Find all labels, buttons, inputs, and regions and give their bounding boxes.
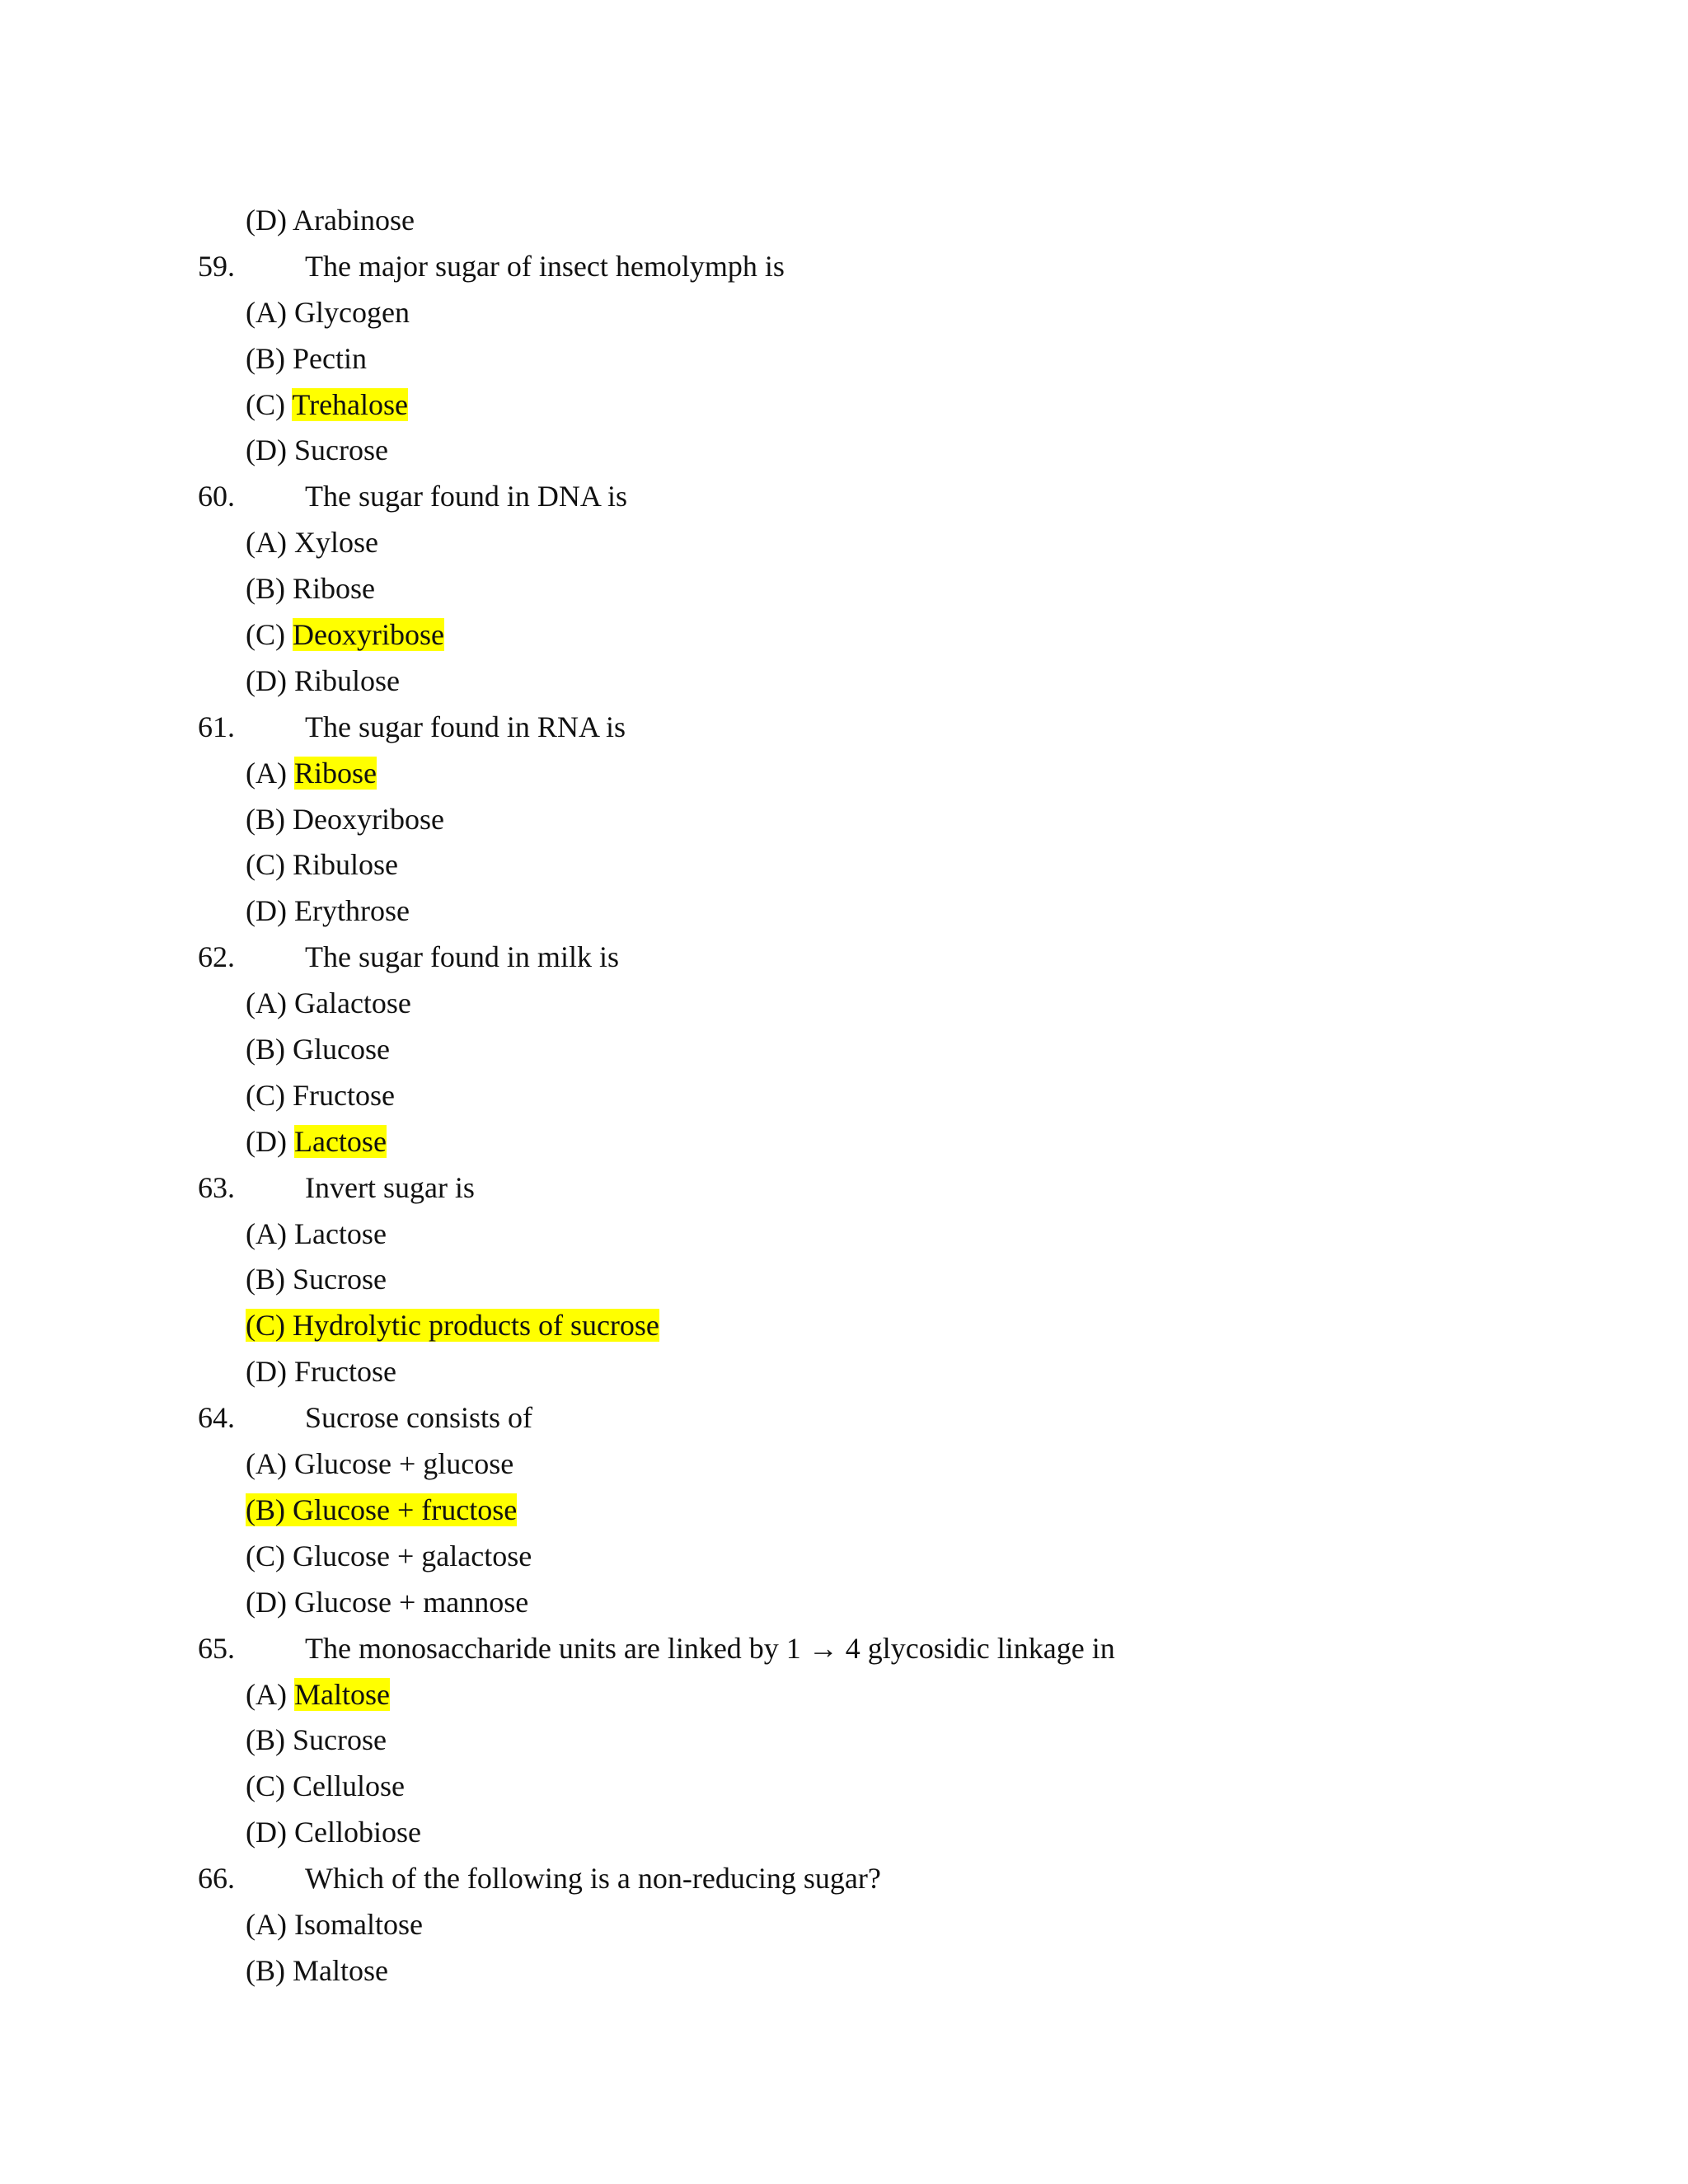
option-line — [0, 428, 1688, 474]
option — [246, 336, 367, 382]
question-list — [0, 198, 1688, 1994]
option — [246, 290, 410, 336]
option-text: Fructose — [293, 1078, 395, 1112]
option — [246, 1349, 396, 1395]
option-text: Deoxyribose — [293, 618, 444, 652]
option-text: Glucose + fructose — [293, 1493, 518, 1526]
option-label: (A) — [246, 1677, 287, 1711]
question-number: 65. — [198, 1631, 235, 1665]
option-label: (D) — [246, 1355, 287, 1389]
option-label: (B) — [246, 572, 285, 606]
option-label: (C) — [246, 1769, 285, 1803]
option-label: (B) — [246, 1493, 285, 1526]
option — [246, 1534, 532, 1580]
question-number: 63. — [198, 1170, 235, 1204]
option-text: Glucose + galactose — [293, 1539, 532, 1572]
highlighted-answer-option — [246, 382, 408, 429]
question-text: Invert sugar is — [305, 1170, 475, 1204]
option-line — [0, 382, 1688, 429]
option — [246, 198, 415, 244]
option-label: (D) — [246, 663, 287, 697]
option-text: Maltose — [293, 1953, 388, 1987]
option-line — [0, 1488, 1688, 1534]
question-text: The sugar found in milk is — [305, 940, 619, 974]
option-line — [0, 566, 1688, 612]
option — [246, 1073, 395, 1119]
option — [246, 797, 444, 843]
question-text: The sugar found in RNA is — [305, 710, 626, 743]
option-text: Glucose + mannose — [293, 1585, 529, 1619]
question-line — [0, 1165, 1688, 1212]
option-text: Trehalose — [292, 387, 409, 421]
option-line — [0, 1764, 1688, 1810]
question-line — [0, 244, 1688, 290]
question-line — [0, 474, 1688, 520]
option-line — [0, 198, 1688, 244]
question-line — [0, 1626, 1688, 1672]
option — [246, 566, 375, 612]
option-label: (C) — [246, 1539, 285, 1572]
option — [246, 428, 388, 474]
option-label: (C) — [246, 848, 285, 882]
option-line — [0, 1718, 1688, 1764]
option-text: Glucose + glucose — [293, 1447, 514, 1481]
option-text: Glycogen — [293, 295, 410, 329]
option-text: Lactose — [293, 1216, 387, 1250]
option-text: Glucose — [293, 1033, 390, 1066]
option-text: Lactose — [293, 1124, 387, 1158]
option-line — [0, 981, 1688, 1027]
option — [246, 1810, 421, 1856]
option-label: (C) — [246, 387, 285, 421]
option-label: (A) — [246, 1216, 287, 1250]
option-label: (B) — [246, 1033, 285, 1066]
question-line — [0, 1856, 1688, 1902]
option-text: Maltose — [293, 1677, 390, 1711]
option-text: Cellulose — [293, 1769, 405, 1803]
option-line — [0, 1212, 1688, 1258]
option — [246, 1948, 388, 1994]
option-line — [0, 336, 1688, 382]
option-line — [0, 1119, 1688, 1165]
question-line — [0, 1395, 1688, 1441]
option-text: Ribose — [293, 572, 376, 606]
option-label: (D) — [246, 1816, 287, 1849]
option-line — [0, 1303, 1688, 1349]
option-line — [0, 1073, 1688, 1119]
option-line — [0, 1349, 1688, 1395]
highlighted-answer-option — [246, 1488, 517, 1534]
answer-highlight — [246, 1309, 659, 1342]
option-text: Cellobiose — [293, 1816, 421, 1849]
option-line — [0, 751, 1688, 797]
question-line — [0, 705, 1688, 751]
option — [246, 1027, 390, 1073]
option — [246, 1580, 528, 1626]
option-text: Isomaltose — [293, 1907, 423, 1941]
option-label: (B) — [246, 341, 285, 375]
option-line — [0, 842, 1688, 888]
option-label: (D) — [246, 204, 287, 237]
highlighted-answer-option — [246, 612, 444, 658]
option-line — [0, 658, 1688, 705]
option-line — [0, 1948, 1688, 1994]
option-text: Fructose — [293, 1355, 396, 1389]
option-line — [0, 1672, 1688, 1718]
option-text: Erythrose — [293, 894, 410, 928]
option-label: (A) — [246, 295, 287, 329]
option — [246, 520, 378, 566]
question-number: 62. — [198, 940, 235, 974]
answer-highlight — [246, 1493, 517, 1526]
question-text: The monosaccharide units are linked by 1 → 4 glycosidic linkage in — [305, 1631, 1115, 1665]
question-number: 59. — [198, 249, 235, 283]
question-number: 64. — [198, 1401, 235, 1435]
option-line — [0, 520, 1688, 566]
option-label: (A) — [246, 1447, 287, 1481]
option-label: (B) — [246, 802, 285, 836]
question-text: The sugar found in DNA is — [305, 480, 627, 513]
highlighted-answer-option — [246, 751, 377, 797]
option — [246, 1718, 387, 1764]
option-label: (A) — [246, 987, 287, 1020]
question-number: 66. — [198, 1862, 235, 1896]
option-line — [0, 888, 1688, 935]
option-label: (D) — [246, 434, 287, 467]
option-text: Xylose — [293, 526, 378, 560]
question-text: Which of the following is a non-reducing sugar? — [305, 1862, 881, 1896]
option-label: (D) — [246, 1124, 287, 1158]
option-line — [0, 612, 1688, 658]
option-label: (C) — [246, 1309, 285, 1343]
option-label: (C) — [246, 618, 285, 652]
option — [246, 1257, 387, 1303]
option — [246, 1441, 513, 1488]
highlighted-answer-option — [246, 1303, 659, 1349]
option-text: Deoxyribose — [293, 802, 444, 836]
option-text: Sucrose — [293, 1263, 387, 1296]
option-line — [0, 1902, 1688, 1948]
option-text: Ribose — [293, 756, 377, 790]
option-label: (D) — [246, 1585, 287, 1619]
option-label: (A) — [246, 756, 287, 790]
question-line — [0, 935, 1688, 981]
highlighted-answer-option — [246, 1672, 390, 1718]
option-line — [0, 1810, 1688, 1856]
option-label: (B) — [246, 1723, 285, 1757]
highlighted-answer-option — [246, 1119, 387, 1165]
option-text: Sucrose — [293, 434, 388, 467]
option-line — [0, 1534, 1688, 1580]
option-label: (C) — [246, 1078, 285, 1112]
option-line — [0, 1441, 1688, 1488]
question-text: The major sugar of insect hemolymph is — [305, 249, 785, 283]
option-text: Sucrose — [293, 1723, 387, 1757]
option — [246, 658, 400, 705]
option-line — [0, 1027, 1688, 1073]
option — [246, 842, 398, 888]
question-number: 60. — [198, 480, 235, 513]
option — [246, 1212, 387, 1258]
question-number: 61. — [198, 710, 235, 743]
question-text: Sucrose consists of — [305, 1401, 532, 1435]
option-label: (A) — [246, 526, 287, 560]
option-line — [0, 797, 1688, 843]
option-text: Hydrolytic products of sucrose — [293, 1309, 659, 1343]
option-label: (B) — [246, 1263, 285, 1296]
option-text: Galactose — [293, 987, 411, 1020]
option-text: Pectin — [293, 341, 367, 375]
option-label: (D) — [246, 894, 287, 928]
option-text: Ribulose — [293, 848, 399, 882]
option-line — [0, 290, 1688, 336]
option-label: (A) — [246, 1907, 287, 1941]
option — [246, 1902, 423, 1948]
option — [246, 1764, 405, 1810]
option — [246, 888, 410, 935]
option — [246, 981, 411, 1027]
option-line — [0, 1257, 1688, 1303]
option-label: (B) — [246, 1953, 285, 1987]
option-text: Ribulose — [293, 663, 400, 697]
option-text: Arabinose — [293, 204, 415, 237]
option-line — [0, 1580, 1688, 1626]
